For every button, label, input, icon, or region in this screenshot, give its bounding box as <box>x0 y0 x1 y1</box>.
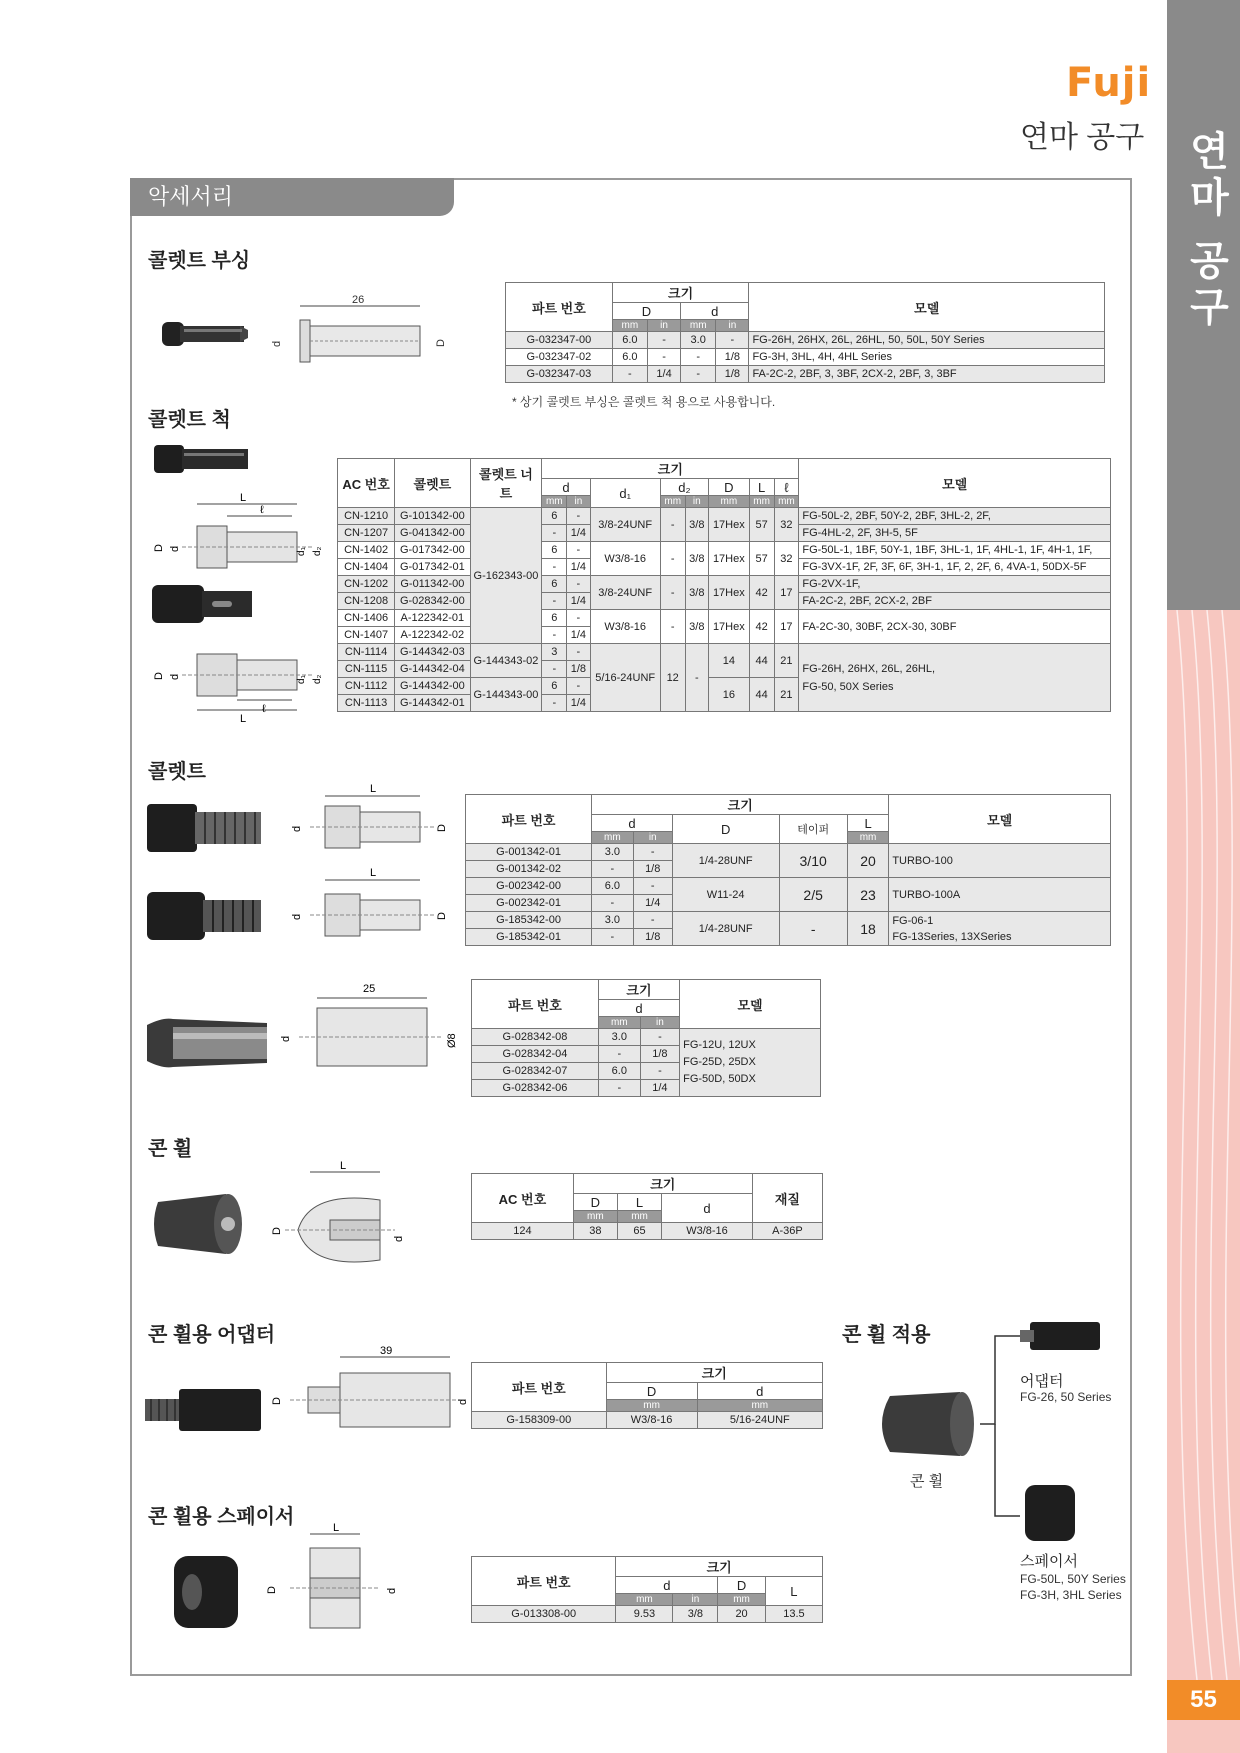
chuck-table: AC 번호 콜렛트 콜렛트 너트 크기 모델 d d₁ d₂ D L ℓ mm in mm in mm mm mm CN-1210 G-101342-00 G-162343-00 6 - 3/8-24UNF - 3/8 17Hex 57 32 FG-50L-2, 2BF, 50Y-2, 2BF, 3HL-2, 2F, CN-1207 G-041342-00 - 1/4 FG-4HL-2, 2F, 3H-5, 5F CN-1402 G-017342-00 6 - W3/8-16 - 3/8 17Hex 57 32 FG-50L-1, 1BF, 50Y-1, 1BF, 3HL-1, 1F, 4HL-1, 1F, 4H-1, 1F, CN-1404 G-017342-01 - 1/4 FG-3VX-1F, 2F, 3F, 6F, 3H-1, 1F, 2, 2F, 6, 4VA-1, 50DX-5F CN-1202 G-011342-00 6 - 3/8-24UNF - 3/8 17Hex 42 17 FG-2VX-1F, CN-1208 G-028342-00 - 1/4 FA-2C-2, 2BF, 2CX-2, 2BF CN-1406 A-122342-01 6 - W3/8-16 - 3/8 17Hex 42 17 FA-2C-30, 30BF, 2CX-30, 30BF CN-1407 A-122342-02 - 1/4 CN-1114 G-144342-03 G-144343-02 3 - 5/16-24UNF 12 - 14 44 21 FG-26H, 26HX, 26L, 26HL, FG-50, 50X Series CN-1115 G-144342-04 - 1/8 CN-1112 G-144342-00 G-144343-00 6 - 16 44 21 CN-1113 G-144342-01 - 1/4 <box>337 458 1111 712</box>
table-row: CN-1407 A-122342-02 - 1/4 <box>338 627 1111 644</box>
svg-text:d: d <box>271 340 283 347</box>
svg-text:L: L <box>340 1160 347 1172</box>
bushing-drawing <box>270 292 455 372</box>
chuck-drawing-2 <box>152 640 337 730</box>
chuck-photo-1 <box>152 443 252 475</box>
apply-spacer-sub2: FG-3H, 3HL Series <box>1020 1588 1122 1602</box>
table-row: CN-1113 G-144342-01 - 1/4 <box>338 695 1111 712</box>
apply-wheel-label: 콘 휠 <box>910 1473 944 1490</box>
table-row: CN-1210 G-101342-00 G-162343-00 6 - 3/8-24UNF - 3/8 17Hex 57 32 FG-50L-2, 2BF, 50Y-2, 2BF, 3HL-2, 2F, <box>338 508 1111 525</box>
section-title-collet: 콜렛트 <box>148 761 206 783</box>
apply-spacer-label: 스페이서 <box>1020 1553 1078 1570</box>
apply-spacer-photo <box>1025 1485 1075 1541</box>
svg-text:L: L <box>370 783 377 795</box>
svg-text:L: L <box>370 867 377 879</box>
apply-adapter-label: 어댑터 <box>1020 1373 1064 1390</box>
collet2-table: 파트 번호 크기 모델 d mm in G-028342-08 3.0 - FG-12U, 12UX FG-25D, 25DX FG-50D, 50DX G-028342-04 - 1/8 G-028342-07 6.0 - G-028342-06 - 1/4 <box>471 979 821 1097</box>
page-number: 55 <box>1167 1680 1240 1720</box>
apply-adapter-sub: FG-26, 50 Series <box>1020 1390 1112 1404</box>
svg-text:d₁: d₁ <box>296 675 307 684</box>
table-row: G-028342-07 6.0 - <box>472 1063 821 1080</box>
cone-table: AC 번호 크기 재질 D L d mm mm 124 38 65 W3/8-16 A-36P <box>471 1173 823 1240</box>
spacer-table: 파트 번호 크기 d D L mm in mm G-013308-00 9.53 3/8 20 13.5 <box>471 1556 823 1623</box>
adapter-dim: 39 <box>380 1345 393 1357</box>
cone-wheel-drawing <box>270 1160 410 1280</box>
table-row: CN-1208 G-028342-00 - 1/4 FA-2C-2, 2BF, 2CX-2, 2BF <box>338 593 1111 610</box>
svg-text:L: L <box>333 1522 340 1534</box>
table-row: G-028342-04 - 1/8 <box>472 1046 821 1063</box>
svg-text:D: D <box>153 672 165 680</box>
table-row: G-185342-01 - 1/8 <box>466 929 1111 946</box>
svg-text:D: D <box>266 1586 278 1594</box>
adapter-drawing <box>270 1345 470 1445</box>
section-title-chuck: 콜렛트 척 <box>148 409 231 431</box>
svg-text:d₂: d₂ <box>312 674 323 684</box>
svg-text:D: D <box>436 912 448 920</box>
bushing-table: 파트 번호 크기 모델 D d mm in mm in G-032347-00 6.0 - 3.0 - FG-26H, 26HX, 26L, 26HL, 50, 50L, 50Y Series G-032347-02 6.0 - - 1/8 FG-3H, 3HL, 4H, 4HL Series G-032347-03 - 1/4 - 1/8 FA-2C-2, 2BF, 3, 3BF, 2CX-2, 2BF, 3, 3BF <box>505 282 1105 383</box>
category-title: 연마 공구 <box>1020 121 1145 154</box>
table-row: CN-1115 G-144342-04 - 1/8 <box>338 661 1111 678</box>
apply-wheel-photo <box>882 1392 960 1456</box>
apply-spacer-sub1: FG-50L, 50Y Series <box>1020 1572 1126 1586</box>
bushing-note: * 상기 콜렛트 부싱은 콜렛트 척 용으로 사용합니다. <box>512 395 776 409</box>
collet-drawing-2 <box>290 866 455 946</box>
section-tab: 악세서리 <box>130 178 454 216</box>
svg-text:ℓ: ℓ <box>262 703 266 715</box>
side-tab-pattern <box>1167 610 1240 1680</box>
section-title-cone: 콘 휠 <box>148 1138 193 1160</box>
table-row: G-001342-01 3.0 - 1/4-28UNF 3/10 20 TURBO-100 <box>466 844 1111 861</box>
chuck-photo-2 <box>150 583 255 625</box>
table-row: G-001342-02 - 1/8 <box>466 861 1111 878</box>
svg-text:d: d <box>386 1587 398 1594</box>
side-tab-title: 연마 공구 <box>1184 130 1228 332</box>
svg-text:ℓ: ℓ <box>260 504 264 516</box>
table-row: G-158309-00 W3/8-16 5/16-24UNF <box>472 1412 823 1429</box>
side-tab-top <box>1167 0 1240 610</box>
section-title-spacer: 콘 휠용 스페이서 <box>148 1506 295 1528</box>
table-row: 124 38 65 W3/8-16 A-36P <box>472 1223 823 1240</box>
section-title-bushing: 콜렛트 부싱 <box>148 250 251 272</box>
svg-text:d: d <box>457 1398 469 1405</box>
chuck-drawing-1 <box>152 490 337 580</box>
collet2-dim: 25 <box>363 983 376 995</box>
table-row: G-185342-00 3.0 - 1/4-28UNF - 18 FG-06-1 FG-13Series, 13XSeries <box>466 912 1111 929</box>
cone-wheel-photo <box>148 1190 248 1258</box>
table-row: G-002342-01 - 1/4 <box>466 895 1111 912</box>
table-row: G-028342-06 - 1/4 <box>472 1080 821 1097</box>
table-row: CN-1207 G-041342-00 - 1/4 FG-4HL-2, 2F, 3H-5, 5F <box>338 525 1111 542</box>
svg-text:d: d <box>291 825 303 832</box>
table-row: CN-1406 A-122342-01 6 - W3/8-16 - 3/8 17Hex 42 17 FA-2C-30, 30BF, 2CX-30, 30BF <box>338 610 1111 627</box>
adapter-photo <box>143 1385 265 1435</box>
svg-text:d₁: d₁ <box>296 547 307 556</box>
spacer-drawing <box>265 1522 415 1642</box>
svg-text:L: L <box>240 492 247 504</box>
svg-text:d: d <box>280 1035 292 1042</box>
collet-table: 파트 번호 크기 모델 d D 테이퍼 L mm in mm G-001342-01 3.0 - 1/4-28UNF 3/10 20 TURBO-100 G-001342-02 - 1/8 G-002342-00 6.0 - W11-24 2/5 23 TURBO-100A G-002342-01 - 1/4 G-185342-00 3.0 - 1/4-28UNF - 18 FG-06-1 FG-13Series, 13XSeries G-185342-01 - 1/8 <box>465 794 1111 946</box>
table-row: G-013308-00 9.53 3/8 20 13.5 <box>472 1606 823 1623</box>
table-row: CN-1112 G-144342-00 G-144343-00 6 - 16 44 21 <box>338 678 1111 695</box>
spacer-photo <box>170 1548 242 1634</box>
table-row: G-032347-00 6.0 - 3.0 - FG-26H, 26HX, 26L, 26HL, 50, 50L, 50Y Series <box>506 332 1105 349</box>
svg-text:D: D <box>271 1397 283 1405</box>
svg-text:Ø8: Ø8 <box>446 1033 458 1048</box>
table-row: CN-1202 G-011342-00 6 - 3/8-24UNF - 3/8 17Hex 42 17 FG-2VX-1F, <box>338 576 1111 593</box>
svg-text:L: L <box>240 713 247 725</box>
collet-drawing-3 <box>275 980 470 1080</box>
table-row: G-032347-02 6.0 - - 1/8 FG-3H, 3HL, 4H, 4HL Series <box>506 349 1105 366</box>
table-row: CN-1404 G-017342-01 - 1/4 FG-3VX-1F, 2F, 3F, 6F, 3H-1, 1F, 2, 2F, 6, 4VA-1, 50DX-5F <box>338 559 1111 576</box>
adapter-table: 파트 번호 크기 D d mm mm G-158309-00 W3/8-16 5/16-24UNF <box>471 1362 823 1429</box>
bushing-photo <box>160 318 250 350</box>
collet-photo-2 <box>145 888 265 943</box>
table-row: G-028342-08 3.0 - FG-12U, 12UX FG-25D, 25DX FG-50D, 50DX <box>472 1029 821 1046</box>
section-title-apply: 콘 휠 적용 <box>842 1324 931 1346</box>
table-row: CN-1402 G-017342-00 6 - W3/8-16 - 3/8 17Hex 57 32 FG-50L-1, 1BF, 50Y-1, 1BF, 3HL-1, 1F, 4HL-1, 1F, 4H-1, 1F, <box>338 542 1111 559</box>
side-tab <box>1167 0 1240 1753</box>
collet-photo-3 <box>143 1013 271 1073</box>
collet-photo-1 <box>145 800 265 855</box>
svg-text:D: D <box>435 339 447 347</box>
section-title-adapter: 콘 휠용 어댑터 <box>148 1324 276 1346</box>
svg-text:d: d <box>291 913 303 920</box>
brand-logo: Fuji <box>1066 60 1152 106</box>
svg-text:d₂: d₂ <box>312 546 323 556</box>
table-row: G-002342-00 6.0 - W11-24 2/5 23 TURBO-100A <box>466 878 1111 895</box>
apply-adapter-photo <box>1030 1322 1100 1350</box>
svg-text:D: D <box>153 544 165 552</box>
svg-text:D: D <box>436 824 448 832</box>
table-row: CN-1114 G-144342-03 G-144343-02 3 - 5/16-24UNF 12 - 14 44 21 FG-26H, 26HX, 26L, 26HL, FG-50, 50X Series <box>338 644 1111 661</box>
svg-text:d: d <box>169 545 181 552</box>
svg-text:d: d <box>393 1235 405 1242</box>
table-row: G-032347-03 - 1/4 - 1/8 FA-2C-2, 2BF, 3, 3BF, 2CX-2, 2BF, 3, 3BF <box>506 366 1105 383</box>
bushing-dim: 26 <box>352 294 365 306</box>
svg-text:D: D <box>271 1227 283 1235</box>
collet-drawing-1 <box>290 782 455 857</box>
svg-text:d: d <box>169 673 181 680</box>
